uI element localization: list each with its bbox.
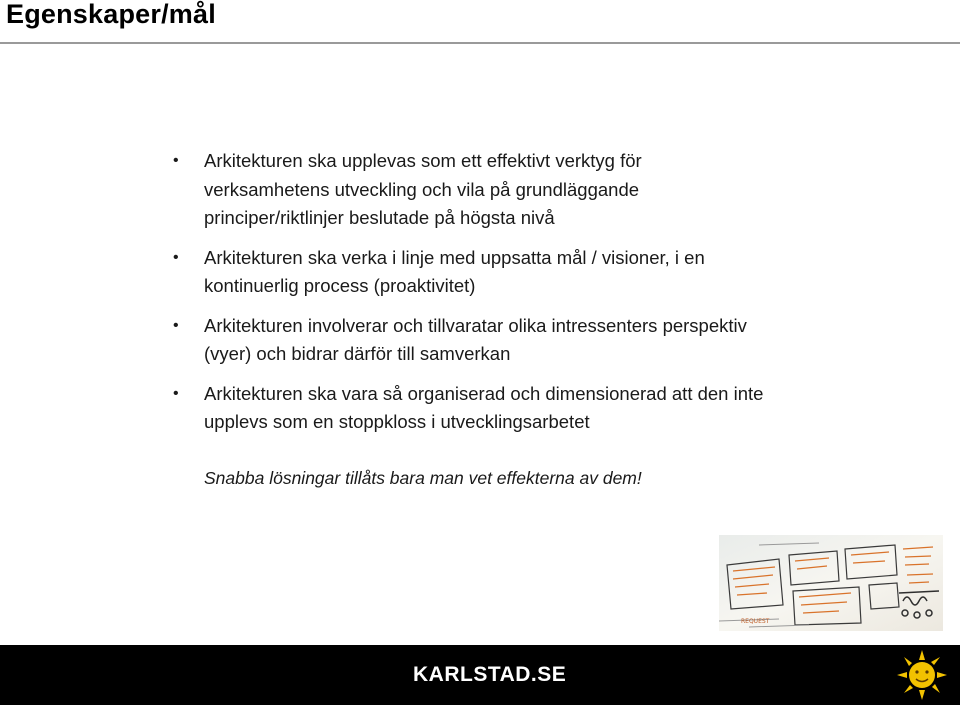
footer-bar xyxy=(0,645,960,705)
bullet-text: Arkitekturen ska upplevas som ett effektivt verktyg för verksamhetens utveckling och vila på grundläggande principer/riktlinjer beslutade på högsta nivå xyxy=(204,150,642,228)
svg-text:REQUEST: REQUEST xyxy=(741,618,770,625)
sun-logo-icon xyxy=(896,649,948,701)
bullet-text: Arkitekturen ska vara så organiserad och dimensionerad att den inte upplevs som en stoppkloss i utvecklingsarbetet xyxy=(204,382,764,432)
bullet-item xyxy=(170,312,769,369)
bullet-item xyxy=(170,380,829,437)
title-divider xyxy=(0,42,960,44)
bullet-dot-icon: • xyxy=(173,248,179,266)
bullet-dot-icon: • xyxy=(173,316,179,334)
bullet-item xyxy=(170,244,784,301)
bullet-list xyxy=(170,147,850,448)
bullet-dot-icon: • xyxy=(173,152,179,169)
page-title: Egenskaper/mål xyxy=(6,0,216,29)
whiteboard-photo xyxy=(719,535,943,631)
footer-brand: KARLSTAD.SE xyxy=(413,663,567,686)
bullet-dot-icon: • xyxy=(173,384,179,402)
bullet-text: Arkitekturen involverar och tillvaratar olika intressenters perspektiv (vyer) och bidrar därför till samverkan xyxy=(204,314,747,364)
bullet-text: Arkitekturen ska verka i linje med uppsatta mål / visioner, i en kontinuerlig process (proaktivitet) xyxy=(204,246,705,296)
footnote: Snabba lösningar tillåts bara man vet effekterna av dem! xyxy=(204,468,642,488)
bullet-item xyxy=(170,147,724,233)
